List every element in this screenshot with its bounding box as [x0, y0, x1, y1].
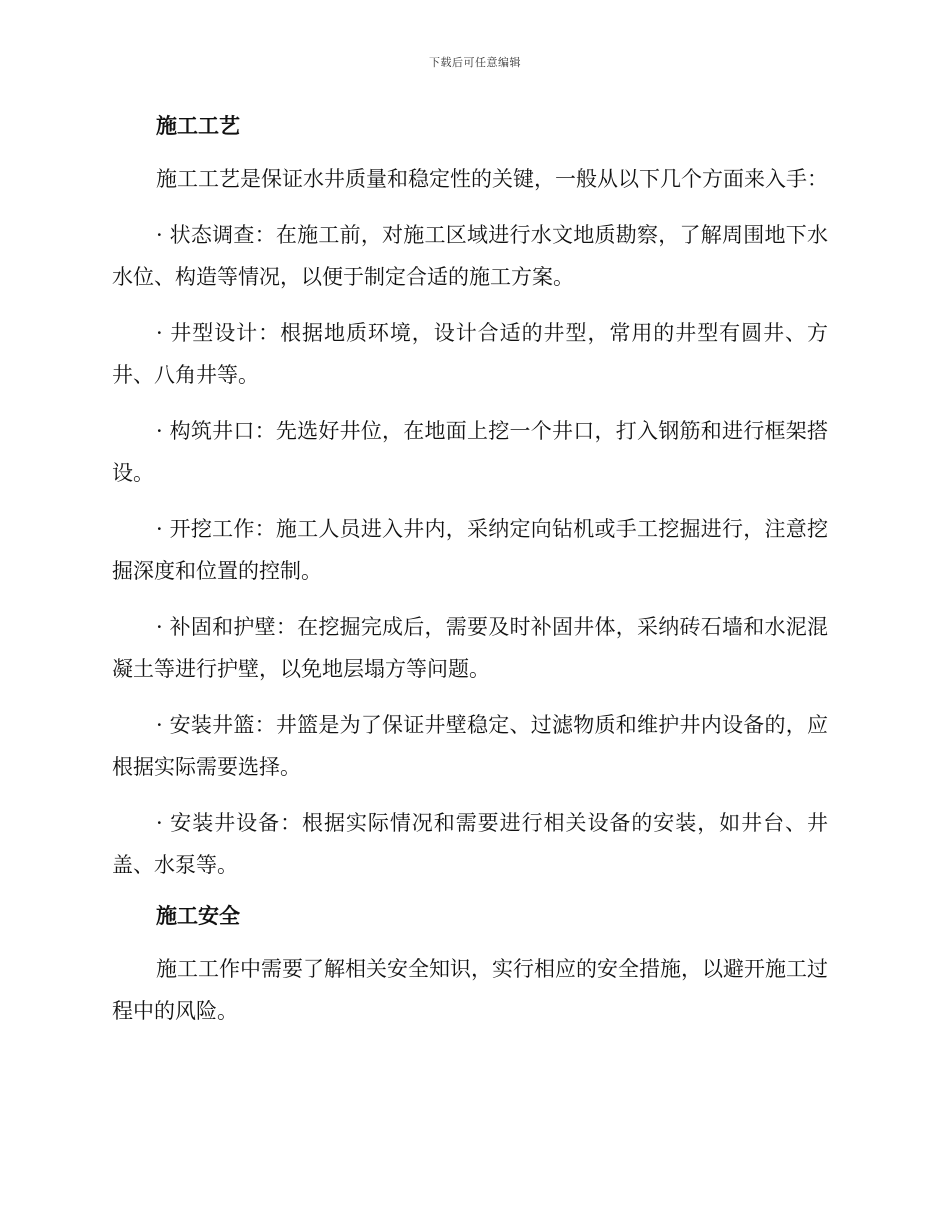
section-title-construction-safety: 施工安全 — [156, 903, 240, 928]
paragraph-intro: 施工工艺是保证水井质量和稳定性的关键，一般从以下几个方面来入手： — [156, 167, 828, 191]
list-item: · 开挖工作：施工人员进入井内，采纳定向钻机或手工挖掘进行，注意挖掘深度和位置的控制。 — [112, 517, 828, 583]
document-body — [112, 110, 828, 1032]
paragraph-safety: 施工工作中需要了解相关安全知识，实行相应的安全措施，以避开施工过程中的风险。 — [112, 957, 828, 1023]
section-title-construction-process: 施工工艺 — [156, 113, 240, 138]
list-item: · 安装井篮：井篮是为了保证井壁稳定、过滤物质和维护井内设备的，应根据实际需要选择。 — [112, 713, 828, 779]
list-item: · 安装井设备：根据实际情况和需要进行相关设备的安装，如井台、井盖、水泵等。 — [112, 811, 828, 877]
list-item: · 构筑井口：先选好井位，在地面上挖一个井口，打入钢筋和进行框架搭设。 — [112, 419, 828, 485]
header-note: 下载后可任意编辑 — [429, 56, 521, 69]
list-item: · 状态调查：在施工前，对施工区域进行水文地质勘察，了解周围地下水水位、构造等情况，以便于制定合适的施工方案。 — [112, 223, 828, 289]
list-item: · 补固和护壁：在挖掘完成后，需要及时补固井体，采纳砖石墙和水泥混凝土等进行护壁，以免地层塌方等问题。 — [112, 615, 828, 681]
list-item: · 井型设计：根据地质环境，设计合适的井型，常用的井型有圆井、方井、八角井等。 — [112, 321, 828, 387]
